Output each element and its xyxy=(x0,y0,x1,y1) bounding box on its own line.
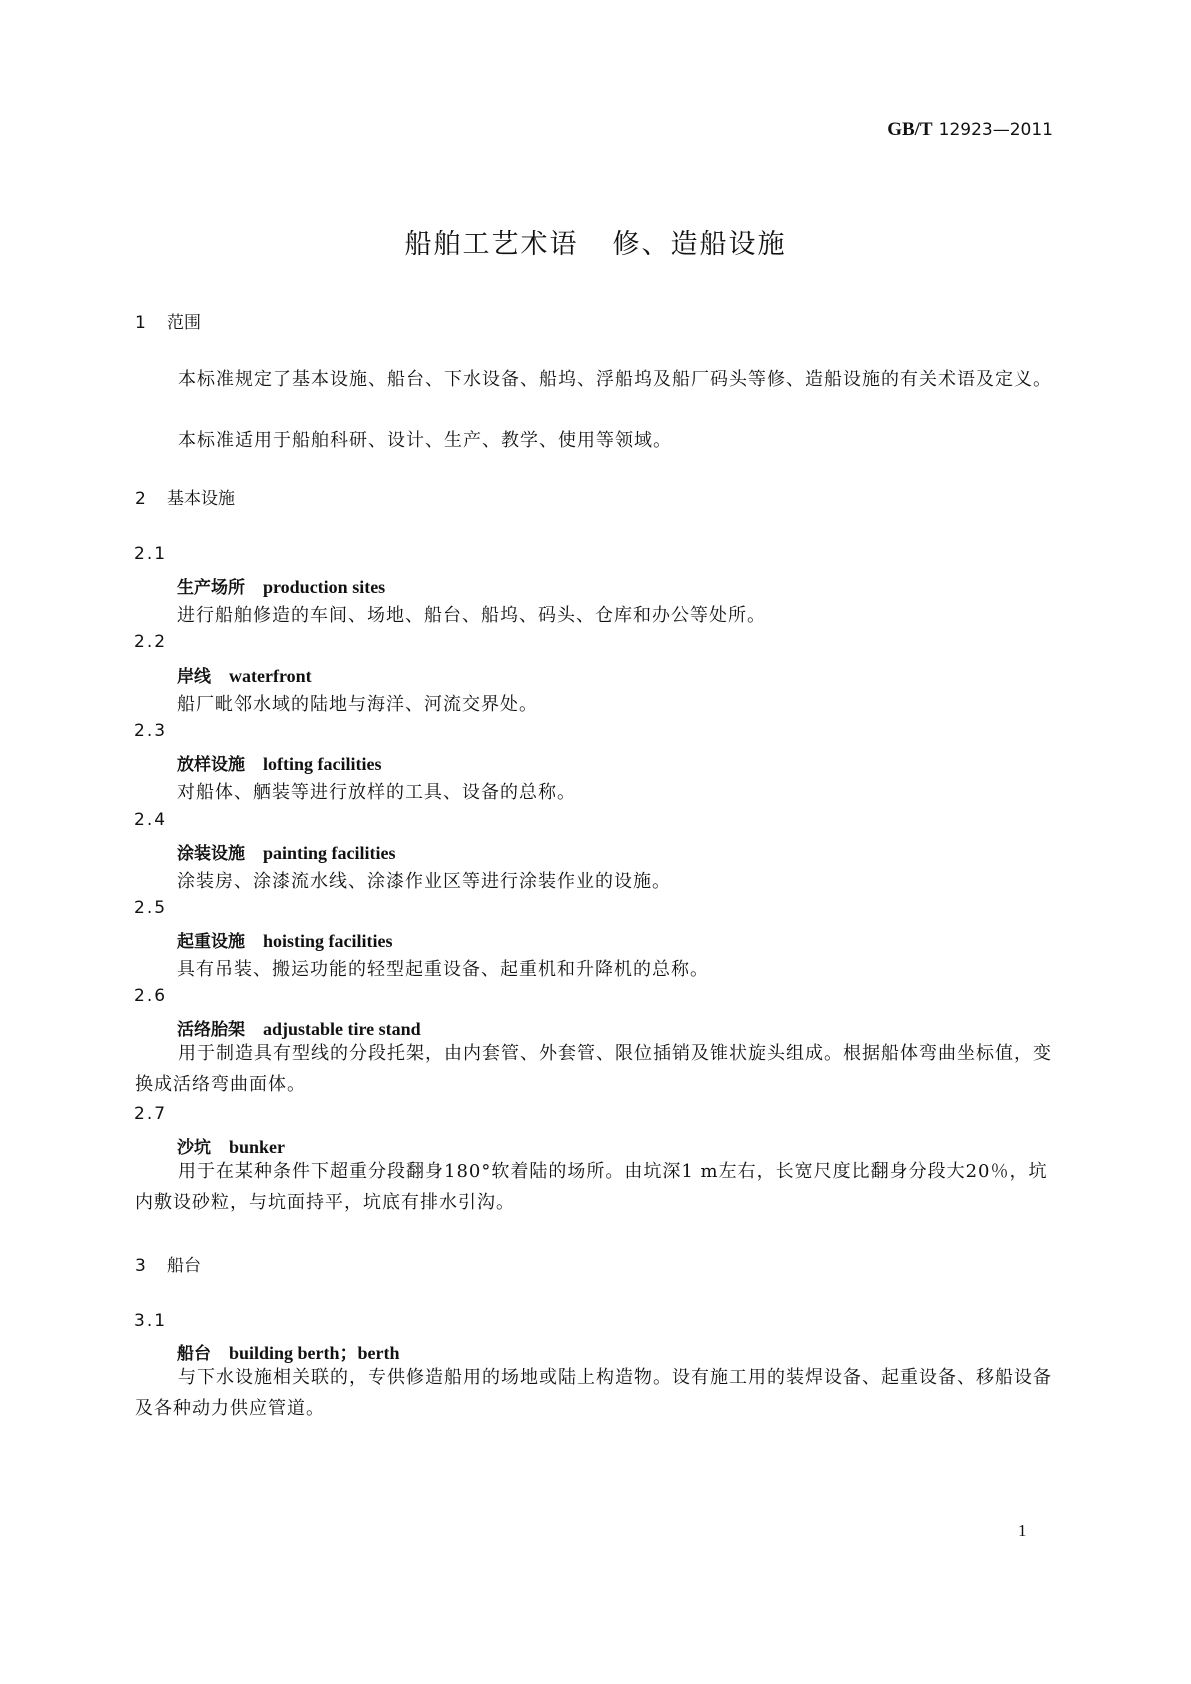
clause-number: 2.6 xyxy=(134,986,168,1006)
page-number: 1 xyxy=(1018,1521,1027,1540)
term-entry: 放样设施 lofting facilities xyxy=(177,754,382,775)
clause-number: 2.5 xyxy=(134,898,168,918)
document-code xyxy=(887,118,1053,141)
section-heading-1: 1 范围 xyxy=(135,313,201,333)
term-definition: 具有吊装、搬运功能的轻型起重设备、起重机和升降机的总称。 xyxy=(177,959,709,980)
term-definition: 涂装房、涂漆流水线、涂漆作业区等进行涂装作业的设施。 xyxy=(177,871,671,892)
clause-number: 3.1 xyxy=(134,1311,168,1331)
standard-number: 12923—2011 xyxy=(938,120,1053,140)
term-definition: 进行船舶修造的车间、场地、船台、船坞、码头、仓库和办公等处所。 xyxy=(177,605,766,626)
standard-prefix: GB/T xyxy=(887,119,933,140)
clause-number: 2.1 xyxy=(134,544,168,564)
term-entry: 沙坑 bunker xyxy=(177,1137,286,1158)
term-entry: 生产场所 production sites xyxy=(177,577,386,598)
clause-number: 2.3 xyxy=(134,721,168,741)
term-definition: 与下水设施相关联的，专供修造船用的场地或陆上构造物。设有施工用的装焊设备、起重设备、移船设备及各种动力供应管道。 xyxy=(135,1367,1052,1419)
term-entry: 起重设施 hoisting facilities xyxy=(177,931,393,952)
term-definition: 用于在某种条件下超重分段翻身180°软着陆的场所。由坑深1 m左右，长宽尺度比翻身分段大20％，坑内敷设砂粒，与坑面持平，坑底有排水引沟。 xyxy=(135,1161,1048,1213)
term-entry: 活络胎架 adjustable tire stand xyxy=(177,1019,421,1040)
clause-number: 2.7 xyxy=(134,1104,168,1124)
page-title xyxy=(0,222,1191,261)
clause-number: 2.4 xyxy=(134,810,168,830)
section-heading-2: 2 基本设施 xyxy=(135,489,235,509)
term-definition: 用于制造具有型线的分段托架，由内套管、外套管、限位插销及锥状旋头组成。根据船体弯曲坐标值，变换成活络弯曲面体。 xyxy=(135,1043,1052,1095)
scope-paragraph-1: 本标准规定了基本设施、船台、下水设备、船坞、浮船坞及船厂码头等修、造船设施的有关术语及定义。 xyxy=(178,369,1052,390)
title-part2: 修、造船设施 xyxy=(612,229,787,260)
title-part1: 船舶工艺术语 xyxy=(404,229,579,260)
scope-paragraph-2: 本标准适用于船舶科研、设计、生产、教学、使用等领域。 xyxy=(178,430,672,451)
term-definition: 对船体、舾装等进行放样的工具、设备的总称。 xyxy=(177,782,576,803)
term-entry: 岸线 waterfront xyxy=(177,666,312,687)
clause-number: 2.2 xyxy=(134,632,168,652)
term-entry: 船台 building berth；berth xyxy=(177,1343,400,1364)
section-heading-3: 3 船台 xyxy=(135,1256,201,1276)
term-entry: 涂装设施 painting facilities xyxy=(177,843,396,864)
term-definition: 船厂毗邻水域的陆地与海洋、河流交界处。 xyxy=(177,694,538,715)
